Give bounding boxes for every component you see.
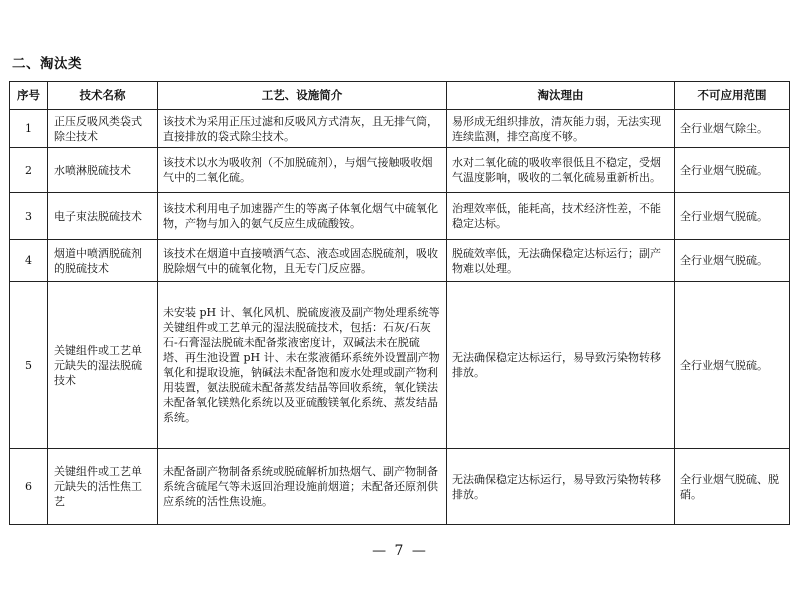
- header-no: 序号: [10, 82, 48, 110]
- row-reason: 治理效率低，能耗高，技术经济性差，不能稳定达标。: [447, 193, 675, 240]
- row-reason: 水对二氧化硫的吸收率很低且不稳定，受烟气温度影响，吸收的二氧化硫易重新析出。: [447, 148, 675, 193]
- row-scope: 全行业烟气除尘。: [675, 110, 790, 148]
- row-no: 1: [10, 110, 48, 148]
- section-title: 二、淘汰类: [12, 56, 82, 72]
- row-scope: 全行业烟气脱硫、脱硝。: [675, 449, 790, 525]
- row-process-desc: 该技术利用电子加速器产生的等离子体氧化烟气中硫氧化物，产物与加入的氨气反应生成硫酸铵。: [158, 193, 447, 240]
- row-tech-name: 烟道中喷洒脱硫剂的脱硫技术: [48, 240, 158, 282]
- row-scope: 全行业烟气脱硫。: [675, 282, 790, 449]
- row-reason: 脱硫效率低，无法确保稳定达标运行；副产物难以处理。: [447, 240, 675, 282]
- row-scope: 全行业烟气脱硫。: [675, 148, 790, 193]
- header-scope: 不可应用范围: [675, 82, 790, 110]
- row-no: 5: [10, 282, 48, 449]
- table-row: [10, 193, 790, 240]
- row-process-desc: 未配备副产物制备系统或脱硫解析加热烟气、副产物制备系统含硫尾气等未返回治理设施前烟道；未配备还原剂供应系统的活性焦设施。: [158, 449, 447, 525]
- row-process-desc: 该技术在烟道中直接喷洒气态、液态或固态脱硫剂，吸收脱除烟气中的硫氧化物，且无专门反应器。: [158, 240, 447, 282]
- page-number: — 7 —: [372, 543, 428, 559]
- row-tech-name: 水喷淋脱硫技术: [48, 148, 158, 193]
- row-no: 6: [10, 449, 48, 525]
- header-process-desc: 工艺、设施简介: [158, 82, 447, 110]
- row-process-desc: 该技术为采用正压过滤和反吸风方式清灰，且无排气筒，直接排放的袋式除尘技术。: [158, 110, 447, 148]
- row-process-desc: 该技术以水为吸收剂（不加脱硫剂），与烟气接触吸收烟气中的二氧化硫。: [158, 148, 447, 193]
- header-tech-name: 技术名称: [48, 82, 158, 110]
- row-process-desc: 未安装 pH 计、氧化风机、脱硫废液及副产物处理系统等关键组件或工艺单元的湿法脱硫技术，包括：石灰/石灰石-石膏湿法脱硫未配备浆液密度计，双碱法未在脱硫塔、再生池设置 pH 计、未在浆液循环系统外设置副产物氧化和提取设施，钠碱法未配备饱和废水处理或副产物利用装置，氨法脱硫未配备蒸发结晶等回收系统，氧化镁法未配备氧化镁熟化系统以及亚硫酸镁氧化系统、蒸发结晶系统。: [158, 282, 447, 449]
- row-no: 4: [10, 240, 48, 282]
- row-tech-name: 关键组件或工艺单元缺失的湿法脱硫技术: [48, 282, 158, 449]
- row-no: 3: [10, 193, 48, 240]
- table-row: [10, 240, 790, 282]
- row-scope: 全行业烟气脱硫。: [675, 193, 790, 240]
- table-row: [10, 449, 790, 525]
- row-no: 2: [10, 148, 48, 193]
- table-row: [10, 148, 790, 193]
- row-reason: 无法确保稳定达标运行，易导致污染物转移排放。: [447, 449, 675, 525]
- row-reason: 易形成无组织排放，清灰能力弱，无法实现连续监测，排空高度不够。: [447, 110, 675, 148]
- row-tech-name: 关键组件或工艺单元缺失的活性焦工艺: [48, 449, 158, 525]
- row-reason: 无法确保稳定达标运行，易导致污染物转移排放。: [447, 282, 675, 449]
- table-row: [10, 110, 790, 148]
- elimination-table: [9, 81, 790, 525]
- row-tech-name: 正压反吸风类袋式除尘技术: [48, 110, 158, 148]
- row-scope: 全行业烟气脱硫。: [675, 240, 790, 282]
- row-tech-name: 电子束法脱硫技术: [48, 193, 158, 240]
- table-row: [10, 282, 790, 449]
- header-reason: 淘汰理由: [447, 82, 675, 110]
- table-header-row: [10, 82, 790, 110]
